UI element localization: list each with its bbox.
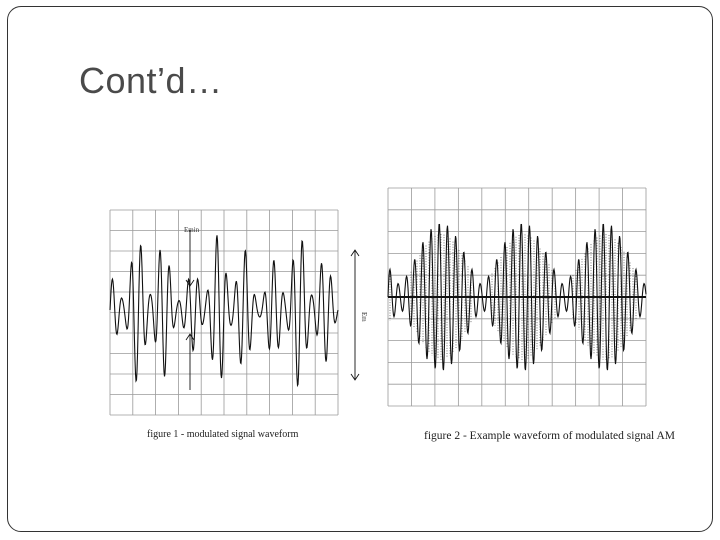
figure-2-plot (388, 188, 646, 406)
emin-label: Emin (184, 226, 200, 234)
figure-1-caption: figure 1 - modulated signal waveform (147, 429, 299, 440)
figure-2-am-waveform (388, 188, 646, 406)
emax-label: Em (360, 312, 368, 322)
figure-1-plot (110, 210, 368, 415)
slide-title: Cont’d… (79, 60, 223, 101)
figure-2-caption: figure 2 - Example waveform of modulated signal AM (424, 430, 676, 442)
figure-1-modulated-waveform (110, 210, 368, 415)
